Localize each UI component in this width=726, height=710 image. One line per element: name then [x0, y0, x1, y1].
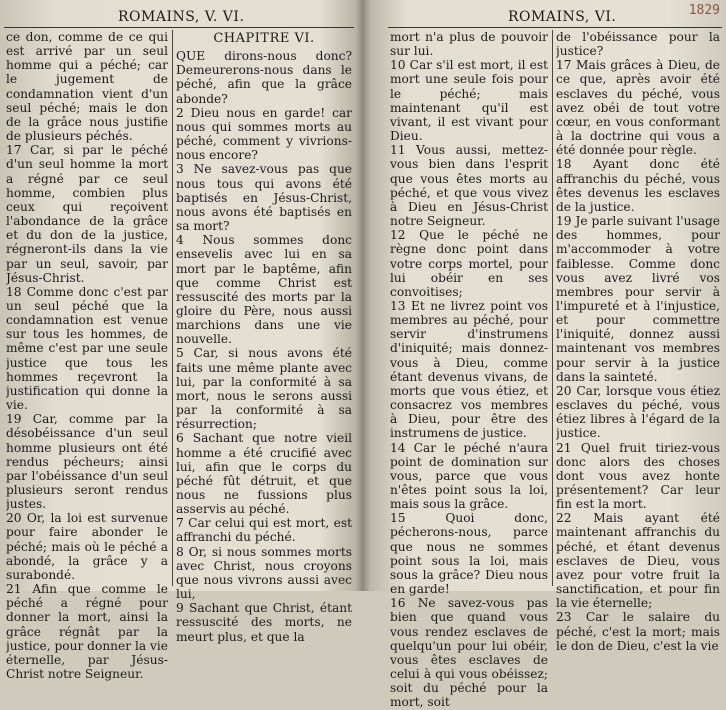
verse: 20 Car, lorsque vous étiez esclaves du péché, vous étiez libres à l'égard de la justice. [556, 383, 720, 441]
chapter-title: CHAPITRE VI. [213, 31, 315, 46]
column-divider [172, 30, 173, 586]
verse: 23 Car le salaire du péché, c'est la mort; mais le don de Dieu, c'est la vie [556, 610, 720, 653]
verse: 4 Nous sommes donc ensevelis avec lui en sa mort par le baptême, afin que comme Christ est ressuscité des morts par la gloire du Père, nous aussi marchions dans une vie nouvelle. [176, 233, 352, 347]
verse: 5 Car, si nous avons été faits une même plante avec lui, par la conformité à sa mort, nous le serons aussi par la conformité à sa résurrection; [176, 346, 352, 432]
verse: 3 Ne savez-vous pas que nous tous qui avons été baptisés en Jésus-Christ, nous avons été baptisés en sa mort? [176, 162, 352, 234]
column-4 [556, 30, 720, 653]
verse: 20 Or, la loi est survenue pour faire abonder le péché; mais où le péché a abondé, la grâce y a surabondé. [6, 511, 168, 582]
running-header-left: ROMAINS, V. VI. [118, 9, 245, 25]
paragraph: ce don, comme de ce qui est arrivé par un seul homme qui a péché; car le jugement de condamnation vient d'un seul péché; mais le don de la grâce nous justifie de plusieurs péchés. [6, 30, 168, 144]
verse: 21 Afin que comme le péché a régné pour donner la mort, ainsi la grâce régnât par la justice, pour donner la vie éternelle, par Jésus-Christ notre Seigneur. [6, 582, 168, 682]
header-rule-left [4, 27, 354, 28]
column-2 [176, 30, 352, 644]
verse: 11 Vous aussi, mettez-vous bien dans l'esprit que vous êtes morts au péché, et que vous vivez à Dieu en Jésus-Christ notre Seigneur. [390, 143, 548, 229]
first-verse: QUE dirons-nous donc? Demeurerons-nous dans le péché, afin que la grâce abonde? [176, 49, 352, 106]
verse: 2 Dieu nous en garde! car nous qui sommes morts au péché, comment y vivrions-nous encore? [176, 105, 352, 163]
verse: 19 Car, comme par la désobéissance d'un seul homme plusieurs ont été rendus pécheurs; ainsi par l'obéissance d'un seul plusieurs seront rendus justes. [6, 412, 168, 512]
verse: 15 Quoi donc, pécherons-nous, parce que nous ne sommes point sous la loi, mais sous la grâce? Dieu nous en garde! [390, 511, 548, 597]
verse: 18 Ayant donc été affranchis du péché, vous êtes devenus les esclaves de la justice. [556, 157, 720, 214]
verse: 7 Car celui qui est mort, est affranchi du péché. [176, 516, 352, 545]
verse: 21 Quel fruit tiriez-vous donc alors des choses dont vous avez honte présentement? Car leur fin est la mort. [556, 440, 720, 512]
verse: 22 Mais ayant été maintenant affranchis du péché, et étant devenus esclaves de Dieu, vous avez pour votre fruit la sanctification, et pour fin la vie éternelle; [556, 511, 720, 611]
verse: 17 Mais grâces à Dieu, de ce que, après avoir été esclaves du péché, vous avez obéi de tout votre cœur, en vous conformant à la doctrine qui vous a été donnée pour règle. [556, 58, 720, 158]
verse: 12 Que le péché ne règne donc point dans votre corps mortel, pour lui obéir en ses convoitises; [390, 228, 548, 299]
verse: 10 Car s'il est mort, il est mort une seule fois pour le péché; mais maintenant qu'il est vivant, il est vivant pour Dieu. [390, 58, 548, 144]
verse: 13 Et ne livrez point vos membres au péché, pour servir d'instrumens d'iniquité; mais donnez-vous à Dieu, comme étant devenus vivans, de morts que vous étiez, et consacrez vos membres à Dieu, pour être des instrumens de justice. [390, 298, 548, 441]
verse: 8 Or, si nous sommes morts avec Christ, nous croyons que nous vivrons aussi avec lui, [176, 544, 352, 602]
column-3 [390, 30, 548, 710]
verse: 18 Comme donc c'est par un seul péché que la condamnation est venue sur tous les hommes, de même c'est par une seule justice que tous les hommes reçevront la justification qui donne la vie. [6, 284, 168, 413]
verse: 9 Sachant que Christ, étant ressuscité des morts, ne meurt plus, et que la [176, 601, 352, 644]
paragraph: de l'obéissance pour la justice? [556, 30, 720, 59]
header-rule-right [388, 27, 722, 28]
right-page [366, 0, 726, 710]
column-divider [552, 30, 553, 586]
column-1 [6, 30, 168, 681]
verse: 19 Je parle suivant l'usage des hommes, pour m'accommoder à votre faiblesse. Comme donc vous avez livré vos membres pour servir à l'impureté et à l'injustice, et pour commettre l'iniquité, donnez aussi maintenant vos membres pour servir à la justice dans la sainteté. [556, 214, 720, 384]
paragraph: mort n'a plus de pouvoir sur lui. [390, 30, 548, 59]
verse: 16 Ne savez-vous pas bien que quand vous vous rendez esclaves de quelqu'un pour lui obéir, vous êtes esclaves de celui à qui vous obéissez; soit du péché pour la mort, soit [390, 596, 548, 710]
running-header-right: ROMAINS, VI. [508, 9, 617, 25]
verse: 14 Car le péché n'aura point de domination sur vous, parce que vous n'êtes point sous la loi, mais sous la grâce. [390, 440, 548, 512]
verse: 6 Sachant que notre vieil homme a été crucifié avec lui, afin que le corps du péché fût détruit, et que nous ne fussions plus asservis au péché. [176, 431, 352, 517]
handwritten-stamp: 1829 [688, 3, 720, 18]
verse: 17 Car, si par le péché d'un seul homme la mort a régné par ce seul homme, combien plus ceux qui reçoivent l'abondance de la grâce et du don de la justice, régneront-ils dans la vie par un seul, savoir, par Jésus-Christ. [6, 143, 168, 285]
left-page [0, 0, 358, 682]
